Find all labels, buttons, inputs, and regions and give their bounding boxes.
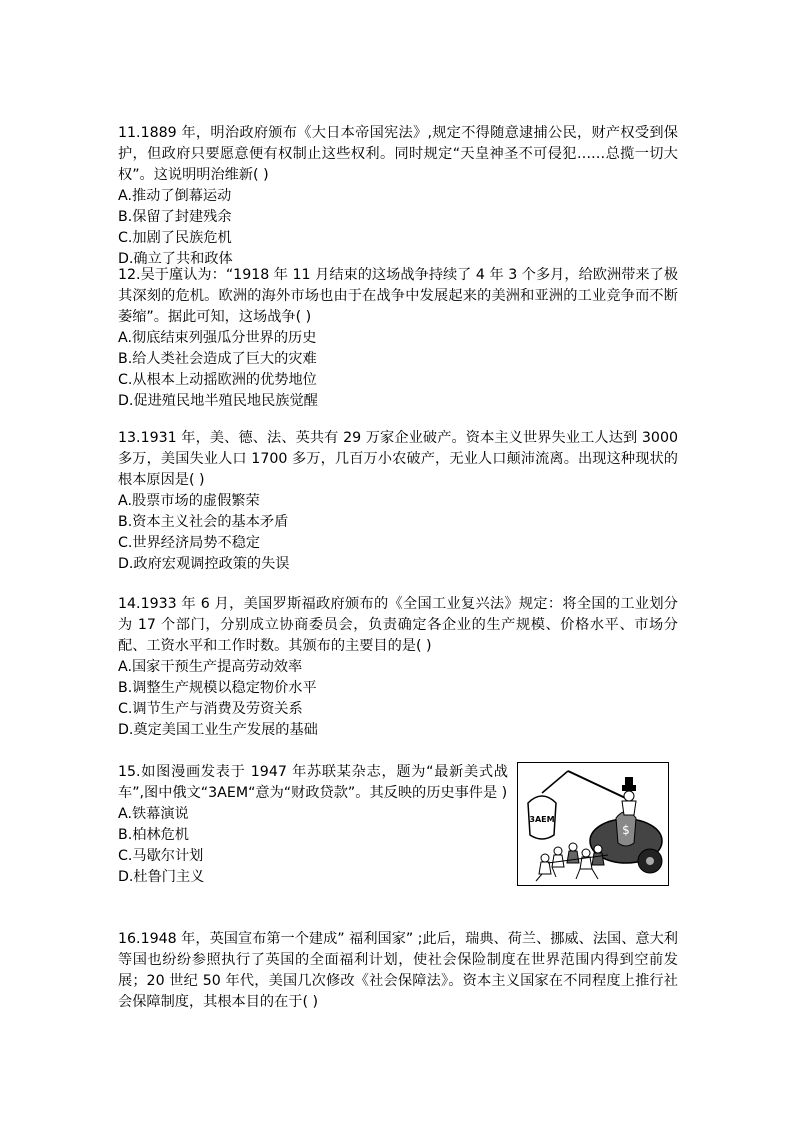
question-stem: 16.1948 年，英国宣布第一个建成” 福利国家” ;此后，瑞典、荷兰、挪威、法国、意大利等国也纷纷参照执行了英国的全面福利计划，使社会保险制度在世界范围内得到空前发展；20 世纪 50 年代，美国几次修改《社会保障法》。资本主义国家在不同程度上推行社会保障制度，其根本目的在于( ) (118, 931, 678, 1010)
option-a[interactable]: A.国家干预生产提高劳动效率 (118, 659, 303, 675)
option-b[interactable]: B.给人类社会造成了巨大的灾难 (118, 351, 317, 367)
option-d[interactable]: D.杜鲁门主义 (118, 869, 205, 885)
question-16 (118, 929, 678, 1013)
question-12 (118, 265, 678, 412)
question-13 (118, 428, 678, 575)
option-d[interactable]: D.政府宏观调控政策的失误 (118, 556, 290, 572)
question-14 (118, 594, 678, 741)
option-c[interactable]: C.加剧了民族危机 (118, 230, 232, 246)
option-b[interactable]: B.保留了封建残余 (118, 209, 232, 225)
question-stem: 13.1931 年，美、德、法、英共有 29 万家企业破产。资本主义世界失业工人达到 3000 多万，美国失业人口 1700 多万，几百万小农破产，无业人口颠沛流离。出现这种现状的根本原因是( ) (118, 430, 678, 488)
cartoon-drawing (518, 763, 668, 885)
cartoon-label: 3AEM (529, 815, 555, 824)
option-d[interactable]: D.奠定美国工业生产发展的基础 (118, 722, 318, 738)
option-c[interactable]: C.从根本上动摇欧洲的优势地位 (118, 372, 317, 388)
question-stem: 14.1933 年 6 月，美国罗斯福政府颁布的《全国工业复兴法》规定：将全国的工业划分为 17 个部门，分别成立协商委员会，负责确定各企业的生产规模、价格水平、市场分配、工资水平和工作时数。其颁布的主要目的是( ) (118, 596, 678, 654)
question-stem: 11.1889 年，明治政府颁布《大日本帝国宪法》,规定不得随意逮捕公民，财产权受到保护，但政府只要愿意便有权制止这些权利。同时规定“天皇神圣不可侵犯……总揽一切大权”。这说明明治维新( ) (118, 125, 678, 183)
option-b[interactable]: B.资本主义社会的基本矛盾 (118, 514, 289, 530)
option-d[interactable]: D.促进殖民地半殖民地民族觉醒 (118, 393, 318, 409)
option-c[interactable]: C.调节生产与消费及劳资关系 (118, 701, 303, 717)
question-stem: 15.如图漫画发表于 1947 年苏联某杂志，题为“最新美式战车”,图中俄文“3AEM“意为“财政贷款”。其反映的历史事件是 ) (118, 764, 508, 801)
option-c[interactable]: C.世界经济局势不稳定 (118, 535, 261, 551)
option-a[interactable]: A.铁幕演说 (118, 806, 189, 822)
option-b[interactable]: B.柏林危机 (118, 827, 189, 843)
option-a[interactable]: A.推动了倒幕运动 (118, 188, 232, 204)
option-b[interactable]: B.调整生产规模以稳定物价水平 (118, 680, 317, 696)
option-a[interactable]: A.股票市场的虚假繁荣 (118, 493, 260, 509)
option-c[interactable]: C.马歇尔计划 (118, 848, 204, 864)
question-15 (118, 762, 678, 888)
option-d[interactable]: D.确立了共和政体 (118, 251, 233, 267)
question-11 (118, 123, 678, 270)
option-a[interactable]: A.彻底结束列强瓜分世界的历史 (118, 330, 317, 346)
cartoon-image (517, 762, 669, 886)
question-stem: 12.吴于廑认为：“1918 年 11 月结束的这场战争持续了 4 年 3 个多月，给欧洲带来了极其深刻的危机。欧洲的海外市场也由于在战争中发展起来的美洲和亚洲的工业竞争而不断萎缩”。据此可知，这场战争( ) (118, 267, 678, 325)
svg-text:$: $ (622, 823, 630, 837)
